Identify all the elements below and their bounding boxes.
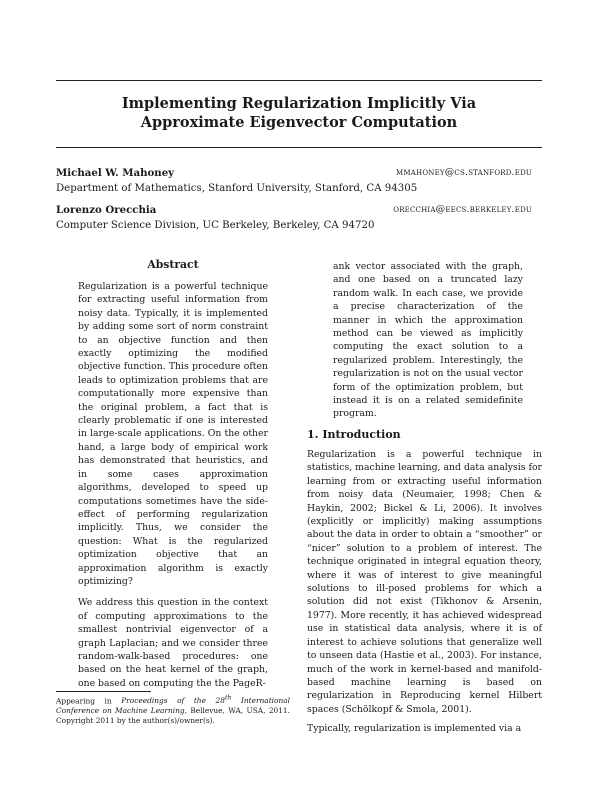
- top-rule: [56, 80, 542, 81]
- abstract-heading: Abstract: [147, 258, 199, 271]
- author-name: Michael W. Mahoney: [56, 167, 175, 179]
- author-block-1: [56, 166, 542, 196]
- introduction-body: [307, 448, 542, 742]
- footnote-prefix: Appearing in: [56, 696, 122, 706]
- title-line-2: Approximate Eigenvector Computation: [140, 114, 458, 131]
- footnote-venue-part-b: International Conference on Machine Learning: [56, 696, 291, 716]
- title-bottom-rule: [56, 147, 542, 148]
- author-email: orecchia@eecs.berkeley.edu: [393, 204, 532, 215]
- abstract-paragraph-1: Regularization is a powerful technique for extracting useful information from noisy data. Typically, it is implemented by adding some sort of norm constraint to an objective function and then exactly optimizing the modified objective function. This procedure often leads to optimization problems that are computationally more expensive than the original problem, a fact that is clearly problematic if one is interested in large-scale applications. On the other hand, a large body of empirical work has demonstrated that heuristics, and in some cases approximation algorithms, developed to speed up computations sometimes have the side-effect of performing regularization implicitly. Thus, we consider the question: What is the regularized optimization objective that an approximation algorithm is exactly optimizing?: [78, 281, 268, 587]
- footnote-rule: [56, 691, 151, 692]
- footnote-venue-sup: th: [224, 695, 232, 702]
- title-line-1: Implementing Regularization Implicitly Via: [121, 95, 477, 112]
- author-affiliation: Department of Mathematics, Stanford University, Stanford, CA 94305: [56, 183, 418, 194]
- intro-paragraph-2: Typically, regularization is implemented via a: [307, 723, 522, 735]
- abstract-paragraph-2-end: ank vector associated with the graph, and one based on a truncated lazy random walk. In each case, we provide a precise characterization of the manner in which the approximation method can be viewed as implicitly computing the exact solution to a regularized problem. Interestingly, the regularization is not on the usual vector form of the optimization problem, but instead it is on a related semidefinite program.: [333, 261, 523, 420]
- footnote: [56, 694, 290, 726]
- paper-title: [56, 94, 542, 132]
- author-name: Lorenzo Orecchia: [56, 204, 157, 216]
- author-affiliation: Computer Science Division, UC Berkeley, Berkeley, CA 94720: [56, 220, 375, 231]
- section-heading-introduction: 1. Introduction: [307, 428, 401, 441]
- abstract-paragraph-2-start: We address this question in the context of computing approximations to the smallest nontrivial eigenvector of a graph Laplacian; and we consider three random-walk-based procedures: one based on the heat kernel of the graph, one based on computing the the PageR-: [78, 597, 268, 689]
- footnote-venue-part-a: Proceedings of the 28: [121, 696, 225, 706]
- abstract-right-column: [333, 260, 523, 427]
- intro-paragraph-1: Regularization is a powerful technique in statistics, machine learning, and data analysis for learning from or extracting useful information from noisy data (Neumaier, 1998; Chen & Haykin, 2002; Bickel & Li, 2006). It involves (explicitly or implicitly) making assumptions about the data in order to obtain a “smoother” or “nicer” solution to a problem of interest. The technique originated in integral equation theory, where it was of interest to give meaningful solutions to ill-posed problems for which a solution did not exist (Tikhonov & Arsenin, 1977). More recently, it has achieved widespread use in statistical data analysis, where it is of interest to achieve solutions that generalize well to unseen data (Hastie et al., 2003). For instance, much of the work in kernel-based and manifold-based machine learning is based on regularization in Reproducing kernel Hilbert spaces (Schölkopf & Smola, 2001).: [307, 449, 542, 715]
- abstract-left-column: [78, 280, 268, 696]
- author-block-2: [56, 203, 542, 233]
- footnote-suffix: , Bellevue, WA, USA, 2011. Copyright 2011 by the author(s)/owner(s).: [56, 706, 290, 726]
- author-email: mmahoney@cs.stanford.edu: [396, 167, 532, 178]
